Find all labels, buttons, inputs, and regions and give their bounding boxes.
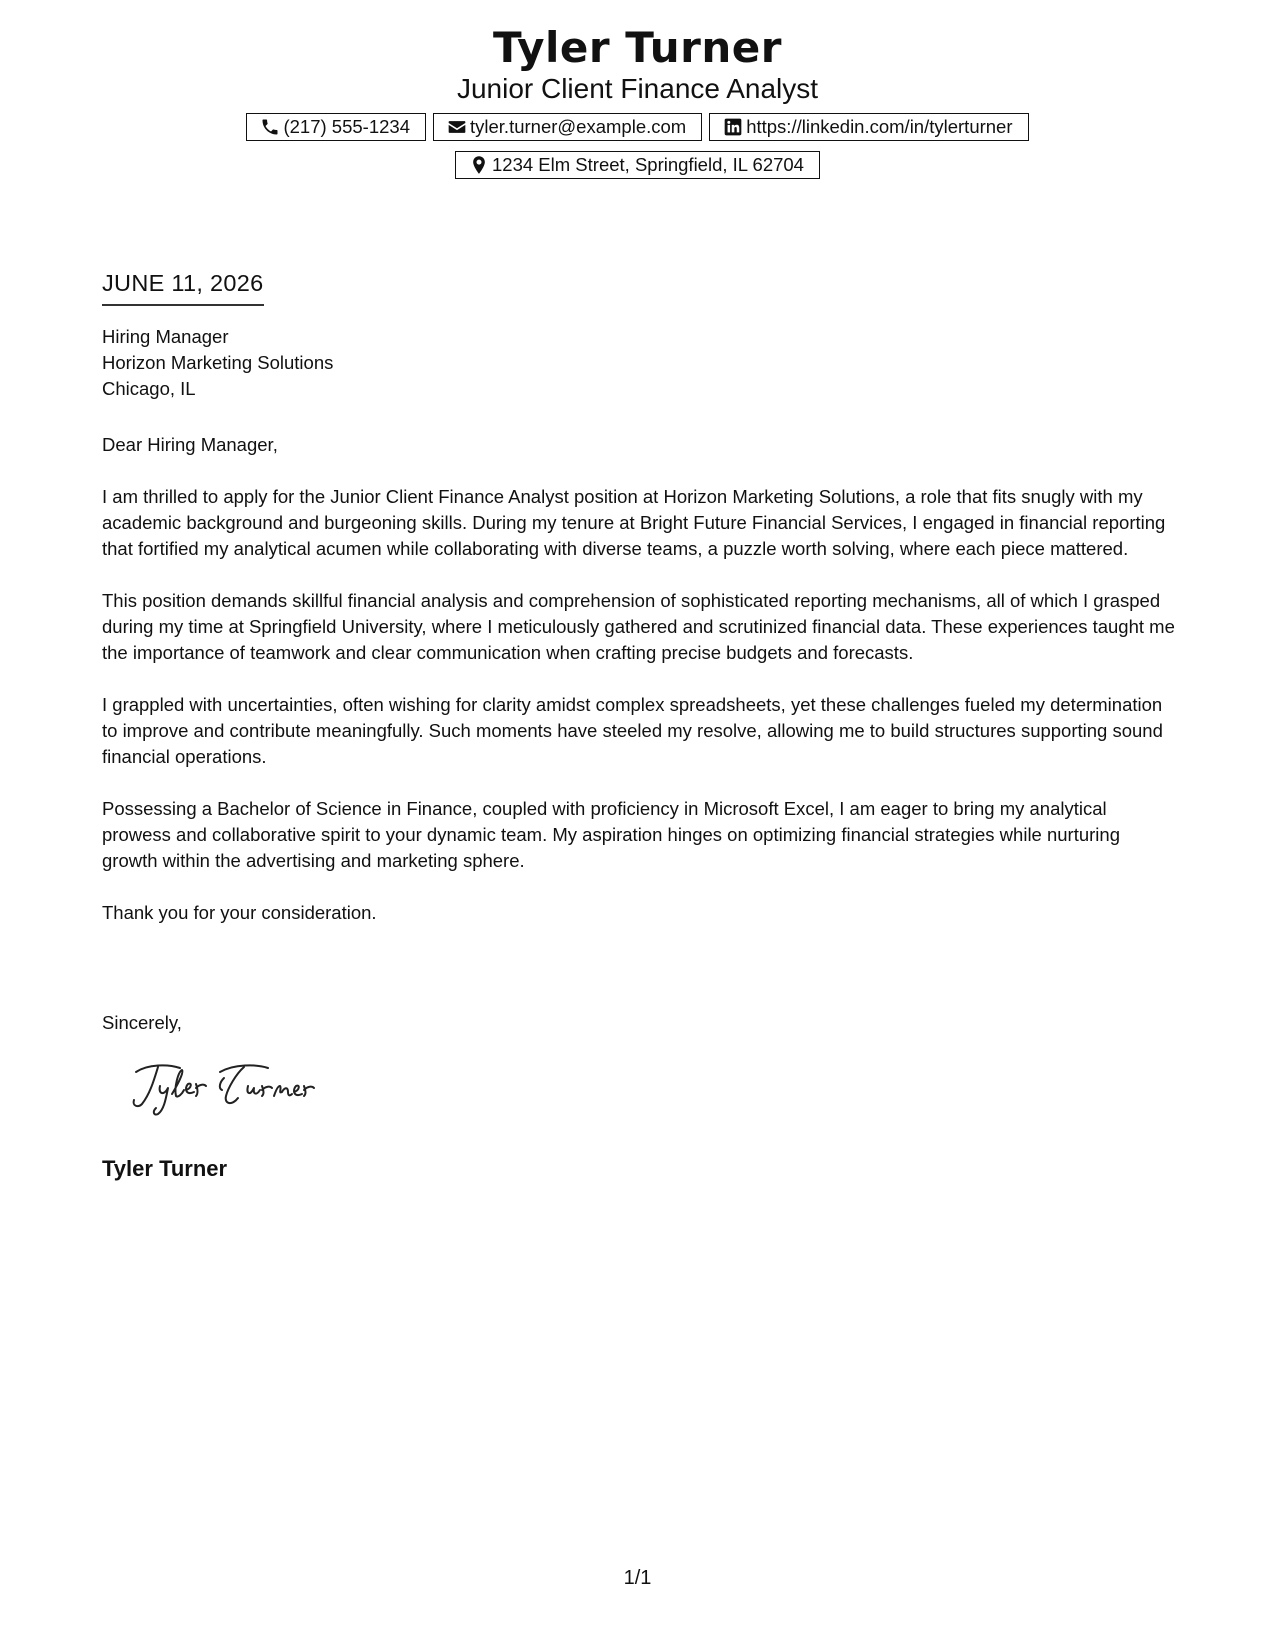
signer-name: Tyler Turner [102, 1156, 228, 1181]
phone-text: (217) 555-1234 [283, 116, 410, 137]
contact-row [0, 113, 1275, 141]
body-paragraph: Possessing a Bachelor of Science in Finance, coupled with proficiency in Microsoft Excel, I am eager to bring my analytical prowess and collaborative spirit to your dynamic team. My aspiration hinges on optimizing financial strategies while nurturing growth within the advertising and marketing sphere. [102, 798, 1120, 871]
body-paragraph: I am thrilled to apply for the Junior Client Finance Analyst position at Horizon Marketing Solutions, a role that fits snugly with my academic background and burgeoning skills. During my tenure at Bright Future Financial Services, I engaged in financial reporting that fortified my analytical acumen while collaborating with diverse teams, a puzzle worth solving, where each piece mattered. [102, 486, 1166, 559]
email-chip[interactable] [433, 113, 702, 141]
linkedin-text[interactable]: https://linkedin.com/in/tylerturner [746, 116, 1013, 137]
recipient-location: Chicago, IL [102, 378, 196, 399]
signature-image [128, 1058, 338, 1118]
job-title: Junior Client Finance Analyst [456, 73, 819, 104]
address-text: 1234 Elm Street, Springfield, IL 62704 [492, 154, 804, 175]
phone-chip [246, 113, 426, 141]
linkedin-chip[interactable] [709, 113, 1028, 141]
address-chip [455, 151, 820, 179]
thanks-line: Thank you for your consideration. [102, 902, 377, 923]
map-pin-icon [469, 155, 489, 175]
page-number: 1/1 [623, 1567, 652, 1589]
recipient-company: Horizon Marketing Solutions [102, 352, 334, 373]
salutation: Dear Hiring Manager, [102, 434, 278, 455]
recipient-name: Hiring Manager [102, 326, 229, 347]
recipient-block [102, 324, 333, 402]
closing: Sincerely, [102, 1012, 182, 1033]
body-paragraph: This position demands skillful financial analysis and comprehension of sophisticated reporting mechanisms, all of which I grasped during my time at Springfield University, where I meticulously gathered and scrutinized financial data. These experiences taught me the importance of teamwork and clear communication when crafting precise budgets and forecasts. [102, 590, 1175, 663]
letter-date: JUNE 11, 2026 [102, 268, 264, 306]
applicant-name: Tyler Turner [492, 23, 782, 72]
email-text[interactable]: tyler.turner@example.com [470, 116, 687, 137]
envelope-icon [447, 117, 467, 137]
letter-body [102, 432, 1177, 952]
linkedin-icon [723, 117, 743, 137]
contact-row [0, 151, 1275, 179]
body-paragraph: I grappled with uncertainties, often wishing for clarity amidst complex spreadsheets, yet these challenges fueled my determination to improve and contribute meaningfully. Such moments have steeled my resolve, allowing me to build structures supporting sound financial operations. [102, 694, 1163, 767]
phone-icon [260, 117, 280, 137]
